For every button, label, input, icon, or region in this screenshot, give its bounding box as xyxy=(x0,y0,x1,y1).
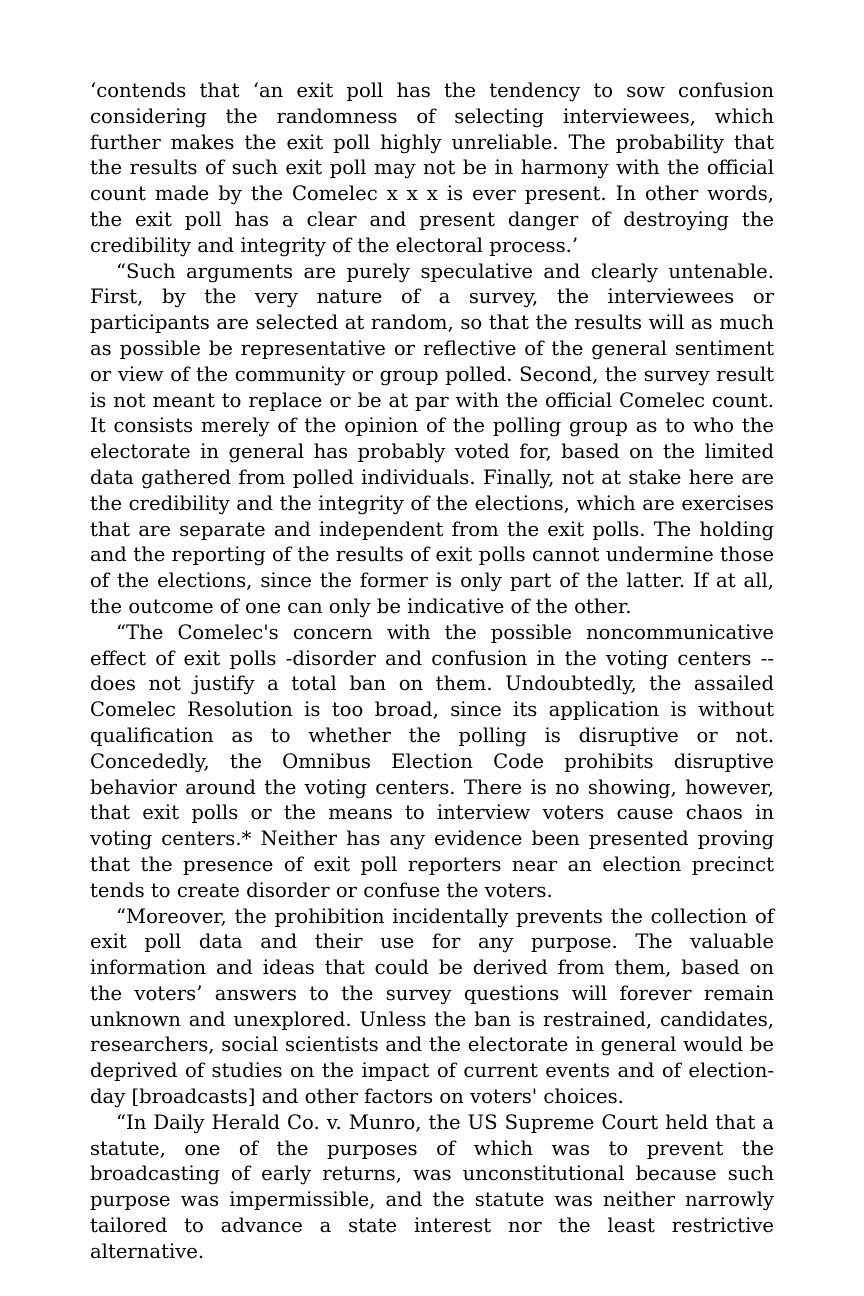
paragraph-quote-continuation: ‘contends that ‘an exit poll has the tendency to sow confusion considering the randomness of selecting interviewees, which further makes the exit poll highly unreliable. The probability that the results of such exit poll may not be in harmony with the official count made by the Comelec x x x is ever present. In other words, the exit poll has a clear and present danger of destroying the credibility and integrity of the electoral process.’ xyxy=(90,79,774,257)
paragraph-arguments-untenable: “Such arguments are purely speculative and clearly untenable. First, by the very nature of a survey, the interviewees or participants are selected at random, so that the results will as much as possible be representative or reflective of the general sentiment or view of the community or group polled. Second, the survey result is not meant to replace or be at par with the official Comelec count. It consists merely of the opinion of the polling group as to who the electorate in general has probably voted for, based on the limited data gathered from polled individuals. Finally, not at stake here are the credibility and the integrity of the elections, which are exercises that are separate and independent from the exit polls. The holding and the reporting of the results of exit polls cannot undermine those of the elections, since the former is only part of the latter. If at all, the outcome of one can only be indicative of the other. xyxy=(90,259,774,618)
paragraph-prohibition-data: “Moreover, the prohibition incidentally prevents the collection of exit poll data and their use for any purpose. The valuable information and ideas that could be derived from them, based on the voters’ answers to the survey questions will forever remain unknown and unexplored. Unless the ban is restrained, candidates, researchers, social scientists and the electorate in general would be deprived of studies on the impact of current events and of election-day [broadcasts] and other factors on voters' choices. xyxy=(90,904,774,1109)
paragraph-noncommunicative-effect: “The Comelec's concern with the possible noncommunicative effect of exit polls -disorder and confusion in the voting centers -- does not justify a total ban on them. Undoubtedly, the assailed Comelec Resolution is too broad, since its application is without qualification as to whether the polling is disruptive or not. Concededly, the Omnibus Election Code prohibits disruptive behavior around the voting centers. There is no showing, however, that exit polls or the means to interview voters cause chaos in voting centers.* Neither has any evidence been presented proving that the presence of exit poll reporters near an election precinct tends to create disorder or confuse the voters. xyxy=(90,620,774,902)
document-page xyxy=(90,78,774,1265)
paragraph-daily-herald: “In Daily Herald Co. v. Munro, the US Supreme Court held that a statute, one of the purposes of which was to prevent the broadcasting of early returns, was unconstitutional because such purpose was impermissible, and the statute was neither narrowly tailored to advance a state interest nor the least restrictive alternative. xyxy=(90,1110,774,1263)
